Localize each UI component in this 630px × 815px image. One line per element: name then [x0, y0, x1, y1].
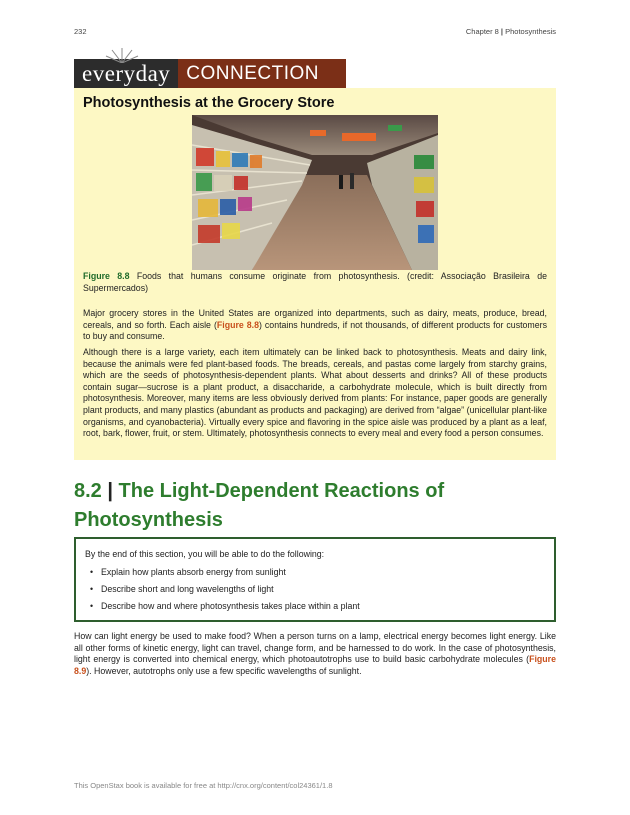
- section-number: 8.2: [74, 480, 102, 502]
- banner-everyday-text: everyday: [82, 61, 171, 86]
- figure-label: Figure 8.8: [83, 271, 130, 281]
- objective-item: • Describe short and long wavelengths of light: [85, 581, 545, 598]
- feature-paragraph-2: Although there is a large variety, each item ultimately can be linked back to photosynthesis. Meats and dairy link, because the animals were fed plant-based foods. The breads, cereals, and pastas come largely from starchy grains, which are the seeds of photosynthesis-dependent plants. What about desserts and drinks? All of these products contain sugar—sucrose is a plant product, a disaccharide, a carbohydrate molecule, which is built directly from photosynthesis. Moreover, many items are less obviously derived from plants: For instance, paper goods are generally plant products, and many plastics (abundant as products and packaging) are derived from “algae” (unicellular plant-like organisms, and cyanobacteria). Virtually every spice and flavoring in the spice aisle was produced by a plant as a leaf, root, bark, flower, fruit, or stem. Ultimately, photosynthesis connects to every meal and every food a person consumes.: [83, 347, 547, 439]
- page-number: 232: [74, 27, 87, 36]
- body-paragraph: [74, 631, 556, 678]
- sun-rays-icon: [104, 47, 140, 63]
- feature-paragraph-1: [83, 308, 547, 343]
- running-header: [466, 27, 556, 36]
- para1-text-a: Major grocery stores in the United States are organized into departments, such as dairy, meats, produce, bread, cereals, and so forth. Each aisle (: [83, 308, 547, 330]
- chapter-label: Chapter 8: [465, 27, 499, 36]
- learning-objectives-box: [74, 537, 556, 622]
- figure-8-8-link[interactable]: Figure 8.8: [216, 319, 259, 330]
- feature-box: [74, 88, 556, 460]
- grocery-aisle-photo: [192, 115, 438, 270]
- section-title-text: The Light-Dependent Reactions of Photosynthesis: [74, 480, 445, 531]
- banner-connection: CONNECTION: [178, 59, 346, 88]
- header-separator: |: [500, 27, 504, 36]
- chapter-title: Photosynthesis: [505, 27, 556, 36]
- figure-caption: [83, 271, 547, 294]
- para1-text-b: ) contains hundreds, if not thousands, of different products for customers to buy and consume.: [83, 319, 547, 342]
- objective-item: • Explain how plants absorb energy from sunlight: [85, 564, 545, 581]
- section-heading: [74, 477, 556, 535]
- figure-caption-text: Foods that humans consume originate from photosynthesis. (credit: Associação Brasileira de Supermercados): [83, 271, 547, 293]
- objective-item: • Describe how and where photosynthesis takes place within a plant: [85, 598, 545, 615]
- objectives-intro: By the end of this section, you will be able to do the following:: [85, 549, 325, 559]
- body-text-a: How can light energy be used to make food? When a person turns on a lamp, electrical energy becomes light energy. Like all other forms of kinetic energy, light can travel, change form, and be harnessed to do work. In the case of photosynthesis, light energy is converted into chemical energy, which photoautotrophs use to build basic carbohydrate molecules (: [74, 631, 556, 665]
- feature-title: Photosynthesis at the Grocery Store: [83, 95, 335, 111]
- banner-everyday: [74, 59, 178, 88]
- footer-note: This OpenStax book is available for free at http://cnx.org/content/col24361/1.8: [74, 781, 333, 790]
- everyday-connection-banner: [74, 59, 346, 88]
- section-separator: |: [107, 480, 113, 502]
- figure-8-9-link[interactable]: Figure 8.9: [74, 654, 556, 677]
- objectives-list: [85, 564, 545, 615]
- body-text-b: ). However, autotrophs only use a few specific wavelengths of sunlight.: [86, 666, 362, 677]
